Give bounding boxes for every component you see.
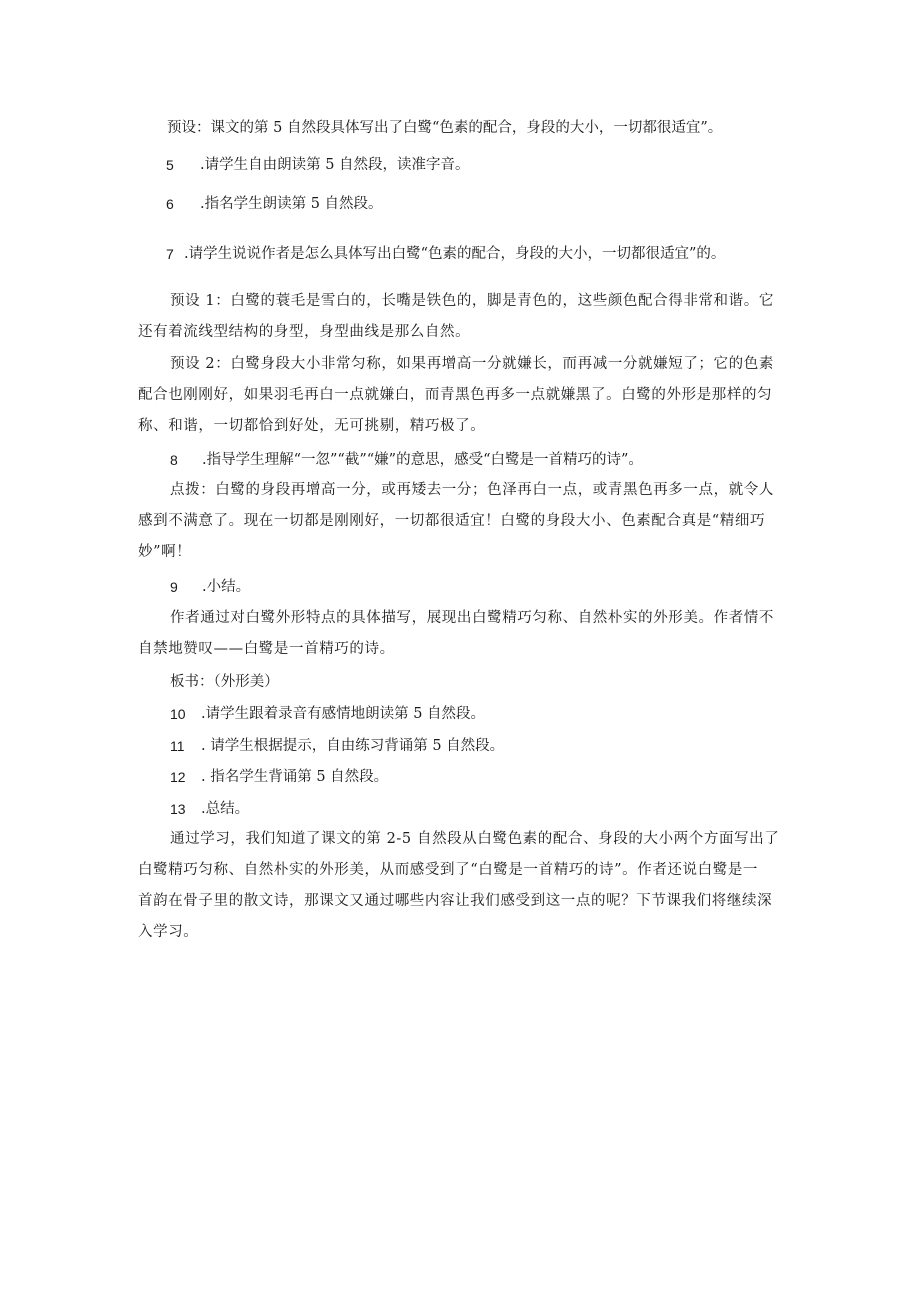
paragraph-line: 点拨：白鹭的身段再增高一分，或再矮去一分；色泽再白一点，或青黑色再多一点，就令人 (170, 482, 774, 498)
paragraph-line: 白鹭精巧匀称、自然朴实的外形美，从而感受到了“白鹭是一首精巧的诗”。作者还说白鹭是一 (138, 862, 759, 878)
item-number: 10 (170, 706, 186, 722)
paragraph-line: 预设 2：白鹭身段大小非常匀称，如果再增高一分就嫌长，而再减一分就嫌短了；它的色素 (170, 356, 774, 372)
item-number: 12 (170, 769, 186, 785)
item-text: .请学生说说作者是怎么具体写出白鹭“色素的配合，身段的大小，一切都很适宜”的。 (184, 246, 726, 262)
paragraph-line: 配合也刚刚好，如果羽毛再白一点就嫌白，而青黑色再多一点就嫌黑了。白鹭的外形是那样的匀 (138, 387, 773, 403)
paragraph-line: 作者通过对白鹭外形特点的具体描写，展现出白鹭精巧匀称、自然朴实的外形美。作者情不 (170, 610, 774, 626)
item-number: 6 (166, 196, 174, 212)
paragraph-line: 预设 1：白鹭的蓑毛是雪白的，长嘴是铁色的，脚是青色的，这些颜色配合得非常和谐。它 (170, 293, 774, 309)
board-note: 板书：（外形美） (170, 674, 279, 690)
paragraph-line: 还有着流线型结构的身型，身型曲线是那么自然。 (138, 324, 471, 340)
item-number: 5 (166, 157, 174, 173)
paragraph-line: 首韵在骨子里的散文诗，那课文又通过哪些内容让我们感受到这一点的呢？下节课我们将继续深 (138, 893, 773, 909)
item-number: 11 (170, 738, 185, 754)
paragraph-line: 妙”啊！ (138, 544, 192, 560)
item-text: .小结。 (202, 579, 251, 595)
paragraph-line: 称、和谐，一切都恰到好处，无可挑剔，精巧极了。 (138, 418, 486, 434)
item-text: .指名学生朗读第 5 自然段。 (200, 196, 383, 212)
paragraph-line: 感到不满意了。现在一切都是刚刚好，一切都很适宜！白鹭的身段大小、色素配合真是“精细巧 (138, 513, 766, 529)
item-number: 9 (170, 579, 178, 595)
item-number: 13 (170, 801, 186, 817)
item-number: 7 (166, 246, 174, 262)
item-text: .请学生跟着录音有感情地朗读第 5 自然段。 (201, 706, 486, 722)
item-number: 8 (170, 452, 178, 468)
paragraph-line: 通过学习，我们知道了课文的第 2-5 自然段从白鹭色素的配合、身段的大小两个方面写出了 (170, 831, 780, 847)
item-text: . 请学生根据提示，自由练习背诵第 5 自然段。 (201, 738, 505, 754)
preset-main: 预设：课文的第 5 自然段具体写出了白鹭“色素的配合，身段的大小，一切都很适宜”。 (167, 120, 723, 136)
paragraph-line: 自禁地赞叹——白鹭是一首精巧的诗。 (138, 641, 395, 657)
item-text: .总结。 (201, 801, 250, 817)
paragraph-line: 入学习。 (138, 924, 199, 940)
item-text: . 指名学生背诵第 5 自然段。 (201, 769, 389, 785)
item-text: .指导学生理解“一忽”“截”“嫌”的意思，感受“白鹭是一首精巧的诗”。 (202, 452, 643, 468)
item-text: .请学生自由朗读第 5 自然段，读准字音。 (200, 157, 470, 173)
